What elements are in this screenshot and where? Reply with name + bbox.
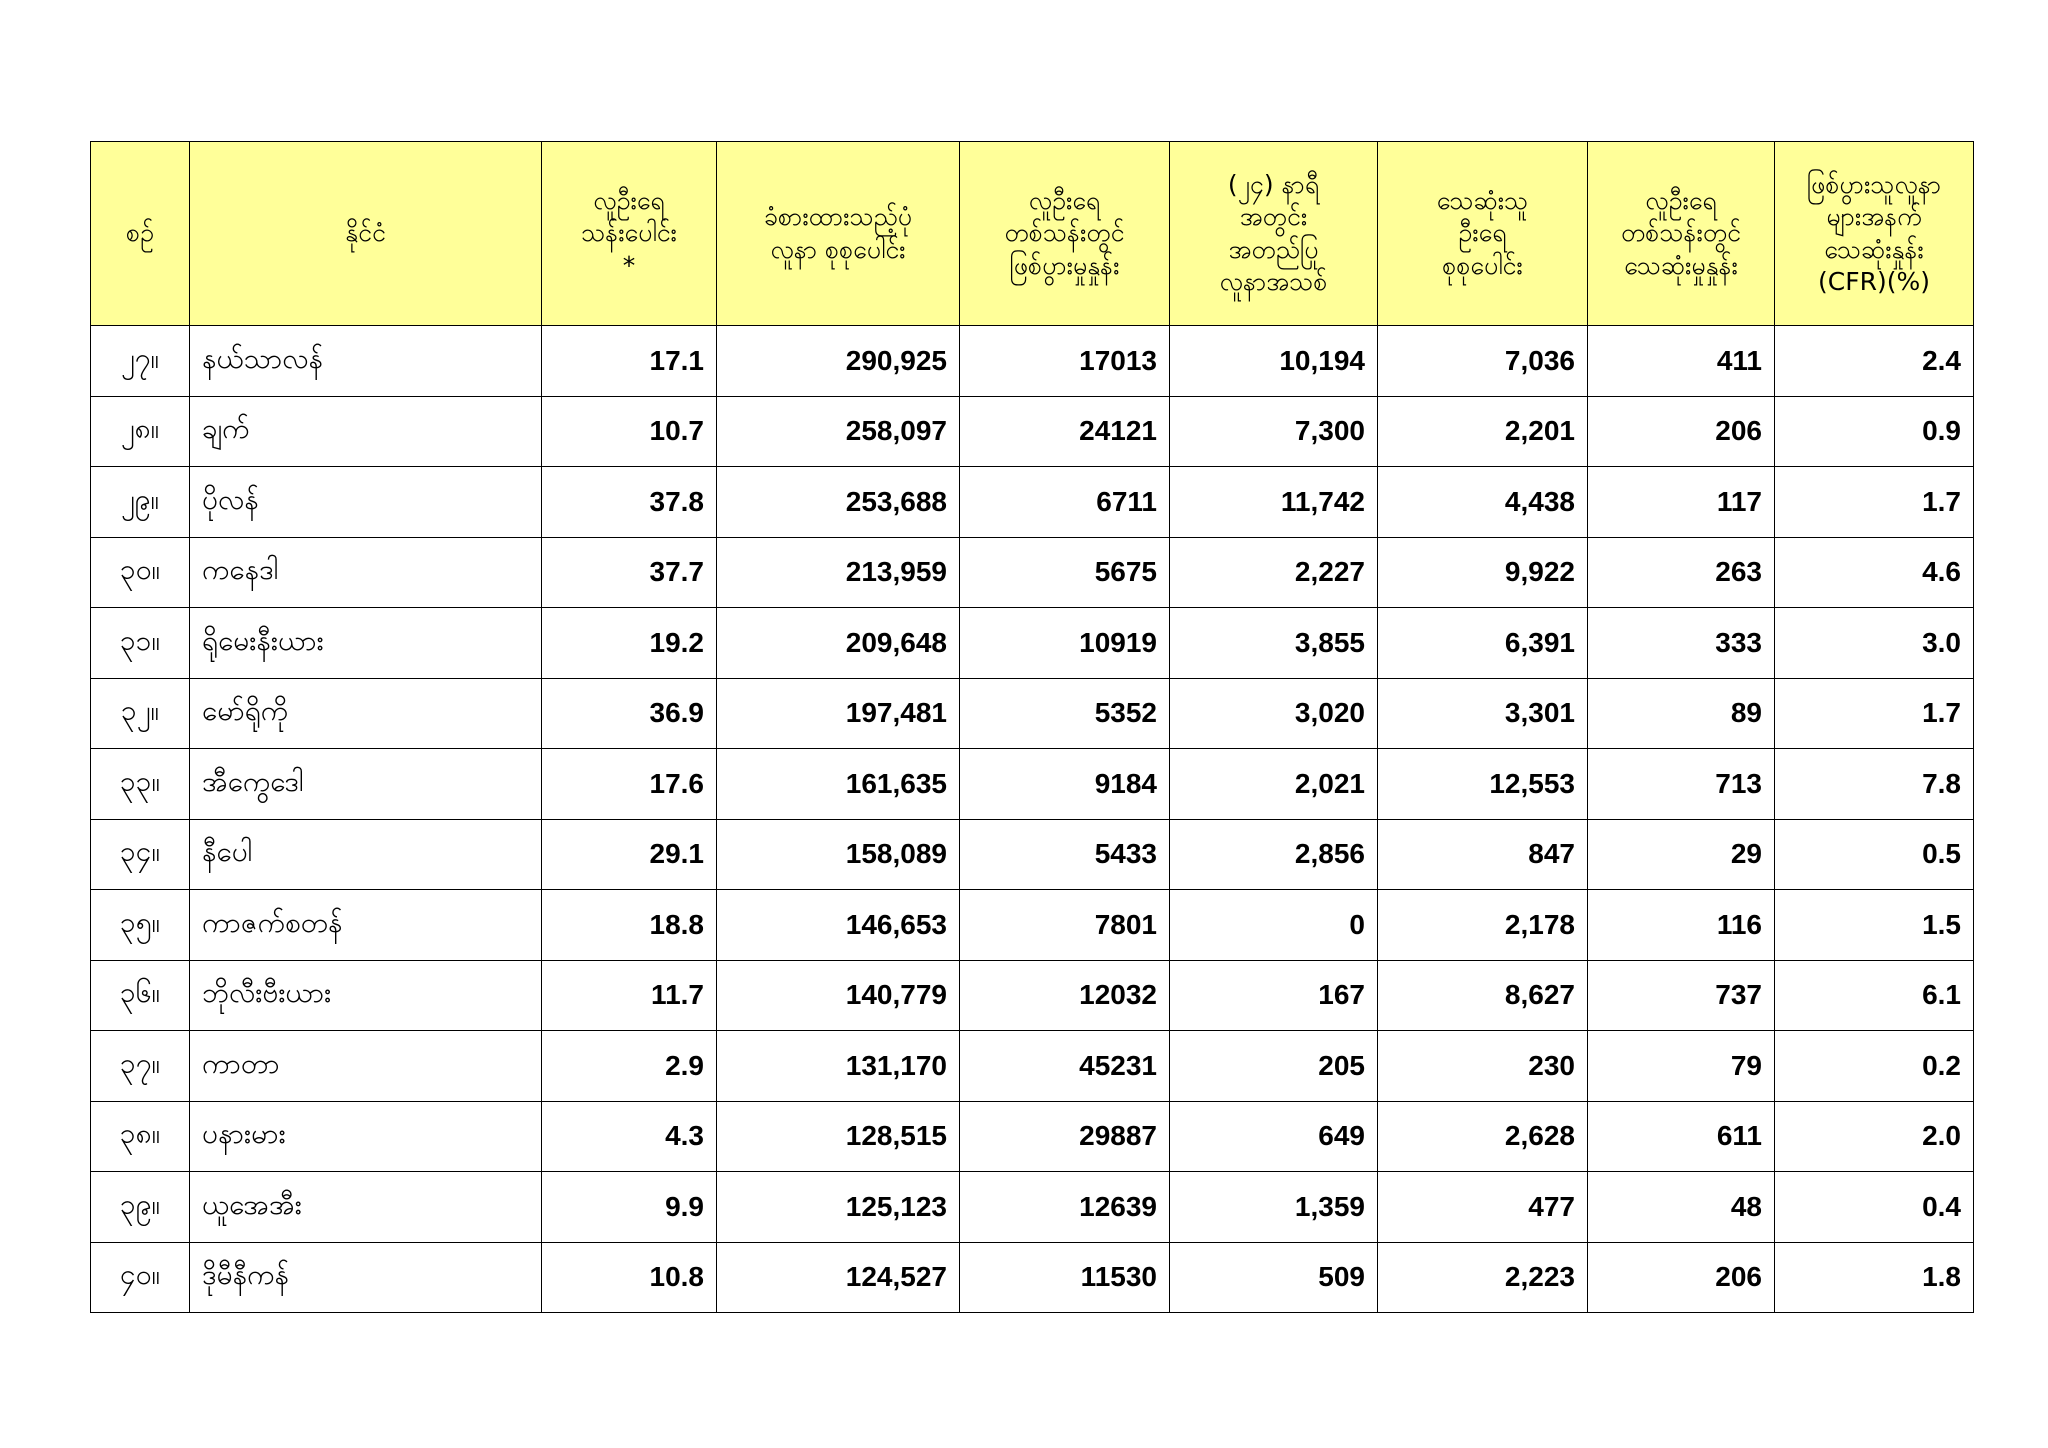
cell-country: ရိုမေးနီးယား <box>190 608 542 679</box>
cell-cases-per-million: 7801 <box>960 890 1170 961</box>
cell-deaths-per-million: 89 <box>1588 678 1775 749</box>
table-row <box>91 749 1974 820</box>
cell-new-cases-24h: 3,020 <box>1170 678 1378 749</box>
cell-deaths-per-million: 206 <box>1588 1242 1775 1313</box>
table-row <box>91 537 1974 608</box>
table-row <box>91 1172 1974 1243</box>
cell-case-fatality-rate: 7.8 <box>1775 749 1974 820</box>
cell-population-millions: 10.8 <box>542 1242 717 1313</box>
cell-deaths-per-million: 116 <box>1588 890 1775 961</box>
cell-case-fatality-rate: 2.0 <box>1775 1101 1974 1172</box>
cell-new-cases-24h: 509 <box>1170 1242 1378 1313</box>
cell-case-fatality-rate: 0.4 <box>1775 1172 1974 1243</box>
cell-population-millions: 19.2 <box>542 608 717 679</box>
cell-new-cases-24h: 7,300 <box>1170 396 1378 467</box>
cell-serial-no: ၂၈။ <box>91 396 190 467</box>
cell-new-cases-24h: 2,856 <box>1170 819 1378 890</box>
table-row <box>91 467 1974 538</box>
cell-cases-per-million: 17013 <box>960 326 1170 397</box>
header-new-cases-24h: (၂၄) နာရီ အတွင်း အတည်ပြု လူနာအသစ် <box>1170 142 1378 326</box>
table-row <box>91 608 1974 679</box>
cell-total-confirmed-cases: 253,688 <box>717 467 960 538</box>
cell-total-confirmed-cases: 128,515 <box>717 1101 960 1172</box>
table-row <box>91 326 1974 397</box>
cell-deaths-per-million: 206 <box>1588 396 1775 467</box>
cell-total-confirmed-cases: 197,481 <box>717 678 960 749</box>
cell-country: နယ်သာလန် <box>190 326 542 397</box>
cell-population-millions: 10.7 <box>542 396 717 467</box>
cell-country: ပိုလန် <box>190 467 542 538</box>
table-row <box>91 890 1974 961</box>
cell-new-cases-24h: 167 <box>1170 960 1378 1031</box>
cell-case-fatality-rate: 1.5 <box>1775 890 1974 961</box>
cell-case-fatality-rate: 1.7 <box>1775 467 1974 538</box>
cell-cases-per-million: 45231 <box>960 1031 1170 1102</box>
header-total-deaths: သေဆုံးသူ ဦးရေ စုစုပေါင်း <box>1378 142 1588 326</box>
cell-serial-no: ၃၄။ <box>91 819 190 890</box>
cell-population-millions: 29.1 <box>542 819 717 890</box>
cell-total-deaths: 2,178 <box>1378 890 1588 961</box>
cell-total-confirmed-cases: 131,170 <box>717 1031 960 1102</box>
cell-cases-per-million: 12639 <box>960 1172 1170 1243</box>
cell-serial-no: ၄၀။ <box>91 1242 190 1313</box>
cell-deaths-per-million: 713 <box>1588 749 1775 820</box>
cell-new-cases-24h: 11,742 <box>1170 467 1378 538</box>
cell-cases-per-million: 12032 <box>960 960 1170 1031</box>
cell-total-confirmed-cases: 140,779 <box>717 960 960 1031</box>
header-country: နိုင်ငံ <box>190 142 542 326</box>
header-total-confirmed-cases: ခံစားထားသည့်ပုံ လူနာ စုစုပေါင်း <box>717 142 960 326</box>
cell-cases-per-million: 10919 <box>960 608 1170 679</box>
cell-serial-no: ၃၀။ <box>91 537 190 608</box>
cell-total-confirmed-cases: 258,097 <box>717 396 960 467</box>
cell-total-deaths: 7,036 <box>1378 326 1588 397</box>
cell-case-fatality-rate: 1.7 <box>1775 678 1974 749</box>
cell-total-deaths: 230 <box>1378 1031 1588 1102</box>
cell-total-confirmed-cases: 146,653 <box>717 890 960 961</box>
cell-deaths-per-million: 263 <box>1588 537 1775 608</box>
cell-deaths-per-million: 48 <box>1588 1172 1775 1243</box>
cell-serial-no: ၃၃။ <box>91 749 190 820</box>
cell-total-deaths: 2,201 <box>1378 396 1588 467</box>
header-cases-per-million: လူဦးရေ တစ်သန်းတွင် ဖြစ်ပွားမှုနှုန်း <box>960 142 1170 326</box>
cell-total-deaths: 847 <box>1378 819 1588 890</box>
table-row <box>91 396 1974 467</box>
cell-new-cases-24h: 10,194 <box>1170 326 1378 397</box>
cell-deaths-per-million: 79 <box>1588 1031 1775 1102</box>
table-row <box>91 1242 1974 1313</box>
cell-cases-per-million: 11530 <box>960 1242 1170 1313</box>
cell-case-fatality-rate: 3.0 <box>1775 608 1974 679</box>
cell-country: ဘိုလီးဗီးယား <box>190 960 542 1031</box>
cell-total-confirmed-cases: 125,123 <box>717 1172 960 1243</box>
cell-serial-no: ၃၇။ <box>91 1031 190 1102</box>
cell-cases-per-million: 5433 <box>960 819 1170 890</box>
cell-total-confirmed-cases: 213,959 <box>717 537 960 608</box>
cell-case-fatality-rate: 0.9 <box>1775 396 1974 467</box>
cell-population-millions: 4.3 <box>542 1101 717 1172</box>
cell-country: ချက် <box>190 396 542 467</box>
cell-total-deaths: 12,553 <box>1378 749 1588 820</box>
cell-country: ကနေဒါ <box>190 537 542 608</box>
cell-cases-per-million: 6711 <box>960 467 1170 538</box>
cell-total-deaths: 477 <box>1378 1172 1588 1243</box>
cell-total-confirmed-cases: 209,648 <box>717 608 960 679</box>
cell-serial-no: ၃၁။ <box>91 608 190 679</box>
cell-country: ပနားမား <box>190 1101 542 1172</box>
table-header-row <box>91 142 1974 326</box>
cell-new-cases-24h: 2,227 <box>1170 537 1378 608</box>
cell-new-cases-24h: 205 <box>1170 1031 1378 1102</box>
cell-case-fatality-rate: 4.6 <box>1775 537 1974 608</box>
table-row <box>91 678 1974 749</box>
cell-population-millions: 37.7 <box>542 537 717 608</box>
cell-total-confirmed-cases: 290,925 <box>717 326 960 397</box>
cell-total-deaths: 9,922 <box>1378 537 1588 608</box>
cell-deaths-per-million: 411 <box>1588 326 1775 397</box>
cell-serial-no: ၂၇။ <box>91 326 190 397</box>
cell-new-cases-24h: 1,359 <box>1170 1172 1378 1243</box>
cell-total-confirmed-cases: 158,089 <box>717 819 960 890</box>
covid-country-table <box>90 141 1974 1313</box>
cell-cases-per-million: 5352 <box>960 678 1170 749</box>
header-deaths-per-million: လူဦးရေ တစ်သန်းတွင် သေဆုံးမှုနှုန်း <box>1588 142 1775 326</box>
header-case-fatality-rate: ဖြစ်ပွားသူလူနာ များအနက် သေဆုံးနှုန်း (CFR)(%) <box>1775 142 1974 326</box>
cell-serial-no: ၃၅။ <box>91 890 190 961</box>
cell-new-cases-24h: 3,855 <box>1170 608 1378 679</box>
cell-new-cases-24h: 2,021 <box>1170 749 1378 820</box>
cell-serial-no: ၃၂။ <box>91 678 190 749</box>
cell-total-deaths: 8,627 <box>1378 960 1588 1031</box>
cell-country: မော်ရိုကို <box>190 678 542 749</box>
cell-country: ကာတာ <box>190 1031 542 1102</box>
cell-country: နီပေါ <box>190 819 542 890</box>
header-serial-no: စဉ် <box>91 142 190 326</box>
cell-total-deaths: 4,438 <box>1378 467 1588 538</box>
cell-country: ယူအေအီး <box>190 1172 542 1243</box>
cell-total-deaths: 6,391 <box>1378 608 1588 679</box>
cell-deaths-per-million: 737 <box>1588 960 1775 1031</box>
table-row <box>91 1031 1974 1102</box>
cell-case-fatality-rate: 0.5 <box>1775 819 1974 890</box>
cell-deaths-per-million: 611 <box>1588 1101 1775 1172</box>
cell-new-cases-24h: 0 <box>1170 890 1378 961</box>
cell-population-millions: 17.6 <box>542 749 717 820</box>
cell-total-confirmed-cases: 124,527 <box>717 1242 960 1313</box>
table-row <box>91 1101 1974 1172</box>
header-population-millions: လူဦးရေ သန်းပေါင်း * <box>542 142 717 326</box>
cell-country: အီကွေဒေါ <box>190 749 542 820</box>
cell-cases-per-million: 5675 <box>960 537 1170 608</box>
cell-deaths-per-million: 117 <box>1588 467 1775 538</box>
cell-cases-per-million: 24121 <box>960 396 1170 467</box>
cell-serial-no: ၂၉။ <box>91 467 190 538</box>
cell-total-confirmed-cases: 161,635 <box>717 749 960 820</box>
cell-country: ဒိုမီနီကန် <box>190 1242 542 1313</box>
cell-serial-no: ၃၆။ <box>91 960 190 1031</box>
cell-cases-per-million: 29887 <box>960 1101 1170 1172</box>
cell-population-millions: 18.8 <box>542 890 717 961</box>
cell-total-deaths: 2,628 <box>1378 1101 1588 1172</box>
table-row <box>91 819 1974 890</box>
cell-population-millions: 11.7 <box>542 960 717 1031</box>
cell-population-millions: 9.9 <box>542 1172 717 1243</box>
cell-case-fatality-rate: 0.2 <box>1775 1031 1974 1102</box>
cell-serial-no: ၃၉။ <box>91 1172 190 1243</box>
cell-population-millions: 2.9 <box>542 1031 717 1102</box>
cell-case-fatality-rate: 1.8 <box>1775 1242 1974 1313</box>
cell-population-millions: 17.1 <box>542 326 717 397</box>
cell-deaths-per-million: 333 <box>1588 608 1775 679</box>
cell-case-fatality-rate: 2.4 <box>1775 326 1974 397</box>
cell-case-fatality-rate: 6.1 <box>1775 960 1974 1031</box>
cell-deaths-per-million: 29 <box>1588 819 1775 890</box>
cell-country: ကာဇက်စတန် <box>190 890 542 961</box>
cell-total-deaths: 3,301 <box>1378 678 1588 749</box>
cell-cases-per-million: 9184 <box>960 749 1170 820</box>
table-row <box>91 960 1974 1031</box>
cell-new-cases-24h: 649 <box>1170 1101 1378 1172</box>
table-body <box>91 326 1974 1313</box>
cell-total-deaths: 2,223 <box>1378 1242 1588 1313</box>
cell-population-millions: 36.9 <box>542 678 717 749</box>
cell-population-millions: 37.8 <box>542 467 717 538</box>
cell-serial-no: ၃၈။ <box>91 1101 190 1172</box>
